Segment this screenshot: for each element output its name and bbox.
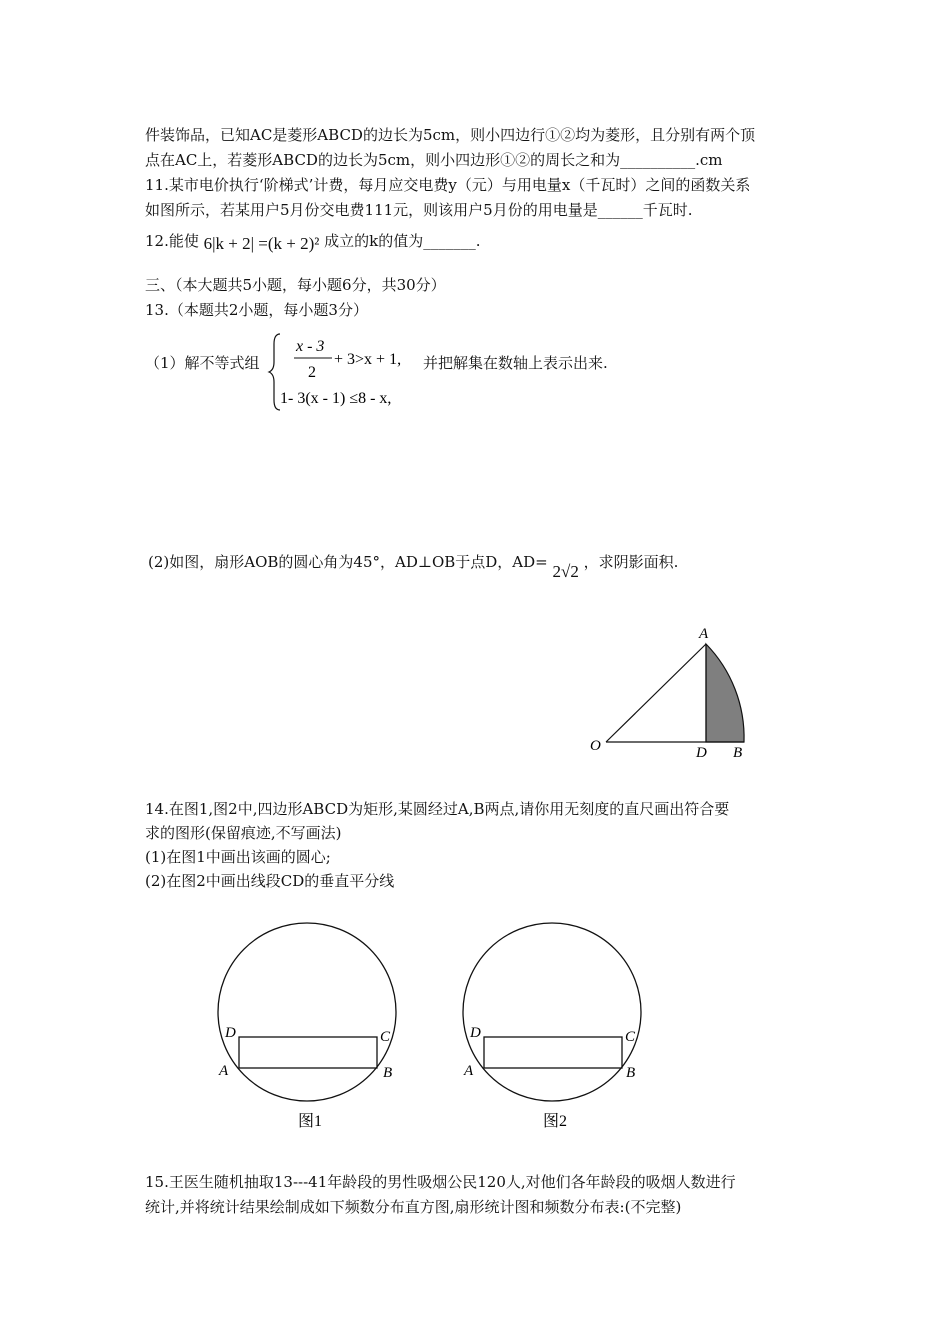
q11-line-1: 11.某市电价执行‘阶梯式’计费，每月应交电费y（元）与用电量x（千瓦时）之间的函数关系 [145, 176, 751, 194]
q14-line-1: 14.在图1,图2中,四边形ABCD为矩形,某圆经过A,B两点,请你用无刻度的直尺画出符合要 [145, 800, 730, 818]
q12-prefix: 12.能使 [145, 232, 199, 250]
label-o: O [590, 738, 601, 754]
segment-oa [606, 644, 706, 742]
q14-line-4: (2)在图2中画出线段CD的垂直平分线 [145, 872, 395, 890]
fig2-caption: 图2 [543, 1113, 568, 1130]
q13-part2-line [148, 551, 679, 581]
label-a: A [699, 626, 709, 642]
q15-line-1: 15.王医生随机抽取13---41年龄段的男性吸烟公民120人,对他们各年龄段的吸烟人数进行 [145, 1173, 736, 1191]
fig2-label-c: C [625, 1029, 636, 1045]
q13-heading: 13.（本题共2小题，每小题3分） [145, 301, 368, 319]
left-brace [269, 334, 280, 410]
inequality-system [268, 330, 428, 415]
ineq2: 1- 3(x - 1) ≤8 - x, [280, 390, 392, 407]
ineq1-denominator: 2 [308, 364, 316, 381]
q12-line [145, 230, 481, 255]
q10-line-1: 件装饰品，已知AC是菱形ABCD的边长为5cm，则小四边行①②均为菱形，且分别有两个顶 [145, 126, 756, 144]
circle-1 [218, 923, 396, 1101]
fig2-label-d: D [470, 1025, 481, 1041]
fig1-label-d: D [225, 1025, 236, 1041]
sector-figure [580, 620, 770, 765]
fig1-label-a: A [219, 1063, 229, 1079]
fig2-label-b: B [626, 1065, 636, 1081]
q14-line-2: 求的图形(保留痕迹,不写画法) [145, 824, 342, 842]
rectangle-abcd-1 [239, 1037, 377, 1068]
ad-value: 2√2 [552, 562, 579, 581]
label-b: B [733, 745, 743, 761]
fig1-caption: 图1 [298, 1113, 323, 1130]
fig1-label-b: B [383, 1065, 393, 1081]
q13-part1-prefix: （1）解不等式组 [145, 354, 260, 372]
shaded-region [706, 644, 744, 742]
label-d: D [696, 745, 707, 761]
q15-line-2: 统计,并将统计结果绘制成如下频数分布直方图,扇形统计图和频数分布表:(不完整) [145, 1198, 682, 1216]
figure-2 [455, 910, 655, 1140]
q13-part2-suffix: ，求阴影面积. [583, 553, 679, 571]
q13-part1-suffix: 并把解集在数轴上表示出来. [423, 354, 608, 372]
fig1-label-c: C [380, 1029, 391, 1045]
rectangle-abcd-2 [484, 1037, 622, 1068]
q10-line-2: 点在AC上，若菱形ABCD的边长为5cm，则小四边形①②的周长之和为__________.cm [145, 151, 723, 169]
figure-1 [210, 910, 410, 1140]
q14-line-3: (1)在图1中画出该画的圆心; [145, 848, 331, 866]
circle-2 [463, 923, 641, 1101]
ineq1-numerator: x - 3 [296, 338, 325, 355]
q11-line-2: 如图所示，若某用户5月份交电费111元，则该用户5月份的用电量是______千瓦时. [145, 201, 693, 219]
q12-suffix: 成立的k的值为_______. [324, 232, 481, 250]
fig2-label-a: A [464, 1063, 474, 1079]
q13-part2-text: (2)如图，扇形AOB的圆心角为45°，AD⊥OB于点D，AD= [148, 553, 548, 571]
q12-expression: 6|k + 2| =(k + 2)² [203, 234, 320, 253]
ineq1-rest: + 3>x + 1, [334, 351, 402, 368]
section-3-heading: 三、（本大题共5小题，每小题6分，共30分） [145, 276, 446, 294]
